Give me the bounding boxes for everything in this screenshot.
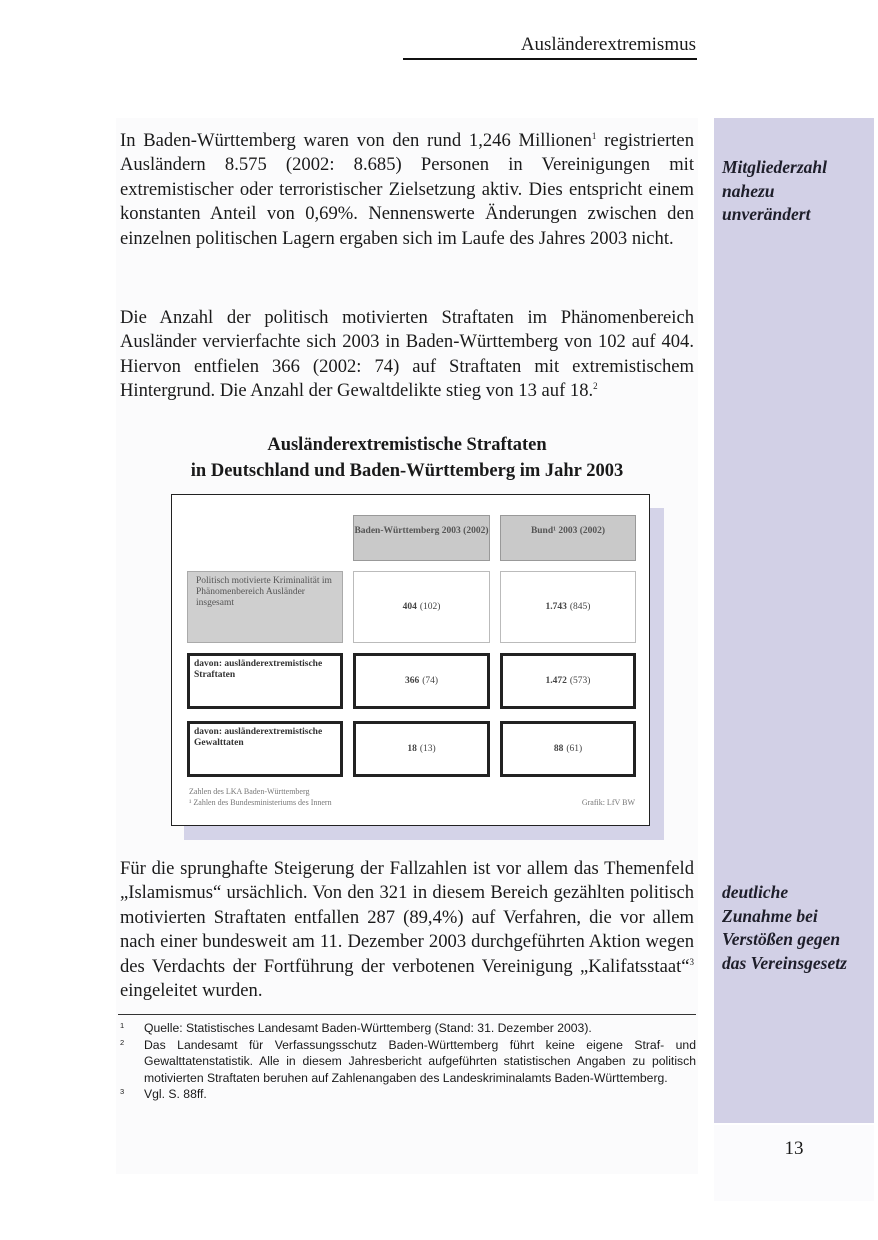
- margin-note-members: Mitgliederzahl nahezu unverändert: [722, 157, 828, 224]
- header-rule: [403, 58, 697, 60]
- footnote-1: 1 Quelle: Statistisches Landesamt Baden-Württemberg (Stand: 31. Dezember 2003).: [120, 1021, 592, 1035]
- cell-gewalttaten-bund: 88 (61): [500, 721, 636, 777]
- running-header: Ausländerextremismus: [520, 34, 696, 55]
- paragraph-1: In Baden-Württemberg waren von den rund 1,246 Millionen$^1$ registrierten Ausländern 8.575 (2002: 8.685) Personen in Vereinigungen mit extremistischer oder terroristischer Zielsetzung aktiv. Dies entspricht einem konstanten Anteil von 0,69%. Nennenswerte Änderungen zwischen den einzelnen politischen Lagern ergaben sich im Laufe des Jahres 2003 nicht.: [120, 130, 694, 249]
- cell-straftaten-bw: 366 (74): [353, 653, 490, 709]
- margin-note-increase: deutliche Zunahme bei Verstößen gegen das Vereinsgesetz: [722, 882, 847, 973]
- statistics-figure: [171, 494, 650, 826]
- chart-title-line-1: Ausländerextremistische Straftaten: [267, 435, 547, 455]
- row-label-gewalttaten: davon: ausländerextremistische Gewalttaten: [187, 721, 343, 777]
- footnote-3: 3 Vgl. S. 88ff.: [120, 1087, 207, 1102]
- paragraph-3: Für die sprunghafte Steigerung der Fallzahlen ist vor allem das Themenfeld „Islamismus“ ursächlich. Von den 321 in diesem Bereich gezählten politisch motivierten Straftaten entfallen 287 (89,4%) auf Verfahren, die vor allem nach einer bundesweit am 11. Dezember 2003 durchgeführten Aktion wegen des Verdachts der Fortführung der verbotenen Vereinigung „Kalifatsstaat“$^3$ eingeleitet wurden.: [120, 858, 694, 1002]
- figure-note-bmi: ¹ Zahlen des Bundesministeriums des Innern: [189, 798, 332, 807]
- cell-straftaten-bund: 1.472 (573): [500, 653, 636, 709]
- chart-title-line-2: in Deutschland und Baden-Württemberg im Jahr 2003: [190, 461, 624, 481]
- cell-total-bw: 404 (102): [353, 571, 490, 643]
- col-header-bw: Baden-Württemberg 2003 (2002): [353, 515, 490, 561]
- chart-title: [120, 432, 694, 484]
- paragraph-2: Die Anzahl der politisch motivierten Straftaten im Phänomenbereich Ausländer vervierfachte sich 2003 in Baden-Württemberg von 102 auf 404. Hiervon entfielen 366 (2002: 74) auf Straftaten mit extremistischem Hintergrund. Die Anzahl der Gewaltdelikte stieg von 13 auf 18.$^2$: [120, 307, 694, 402]
- cell-total-bund: 1.743 (845): [500, 571, 636, 643]
- page-number: 13: [784, 1138, 804, 1159]
- figure-note-lka: Zahlen des LKA Baden-Württemberg: [189, 787, 310, 796]
- footnote-2: 2 Das Landesamt für Verfassungsschutz Baden-Württemberg führt keine eigene Straf- und Gewalttatenstatistik. Alle in diesem Jahresbericht aufgeführten statistischen Angaben zu politisch motivierten Straftaten beruhen auf Zahlenangaben des Landeskriminalamts Baden-Württemberg.: [120, 1037, 696, 1085]
- footnote-rule: [118, 1014, 696, 1015]
- footnotes: [118, 1020, 696, 1103]
- cell-gewalttaten-bw: 18 (13): [353, 721, 490, 777]
- row-label-total: Politisch motivierte Kriminalität im Phänomenbereich Ausländer insgesamt: [187, 571, 343, 643]
- row-label-straftaten: davon: ausländerextremistische Straftaten: [187, 653, 343, 709]
- col-header-bund: Bund¹ 2003 (2002): [500, 515, 636, 561]
- figure-credit: Grafik: LfV BW: [581, 798, 635, 807]
- page-number-box: [714, 1125, 874, 1201]
